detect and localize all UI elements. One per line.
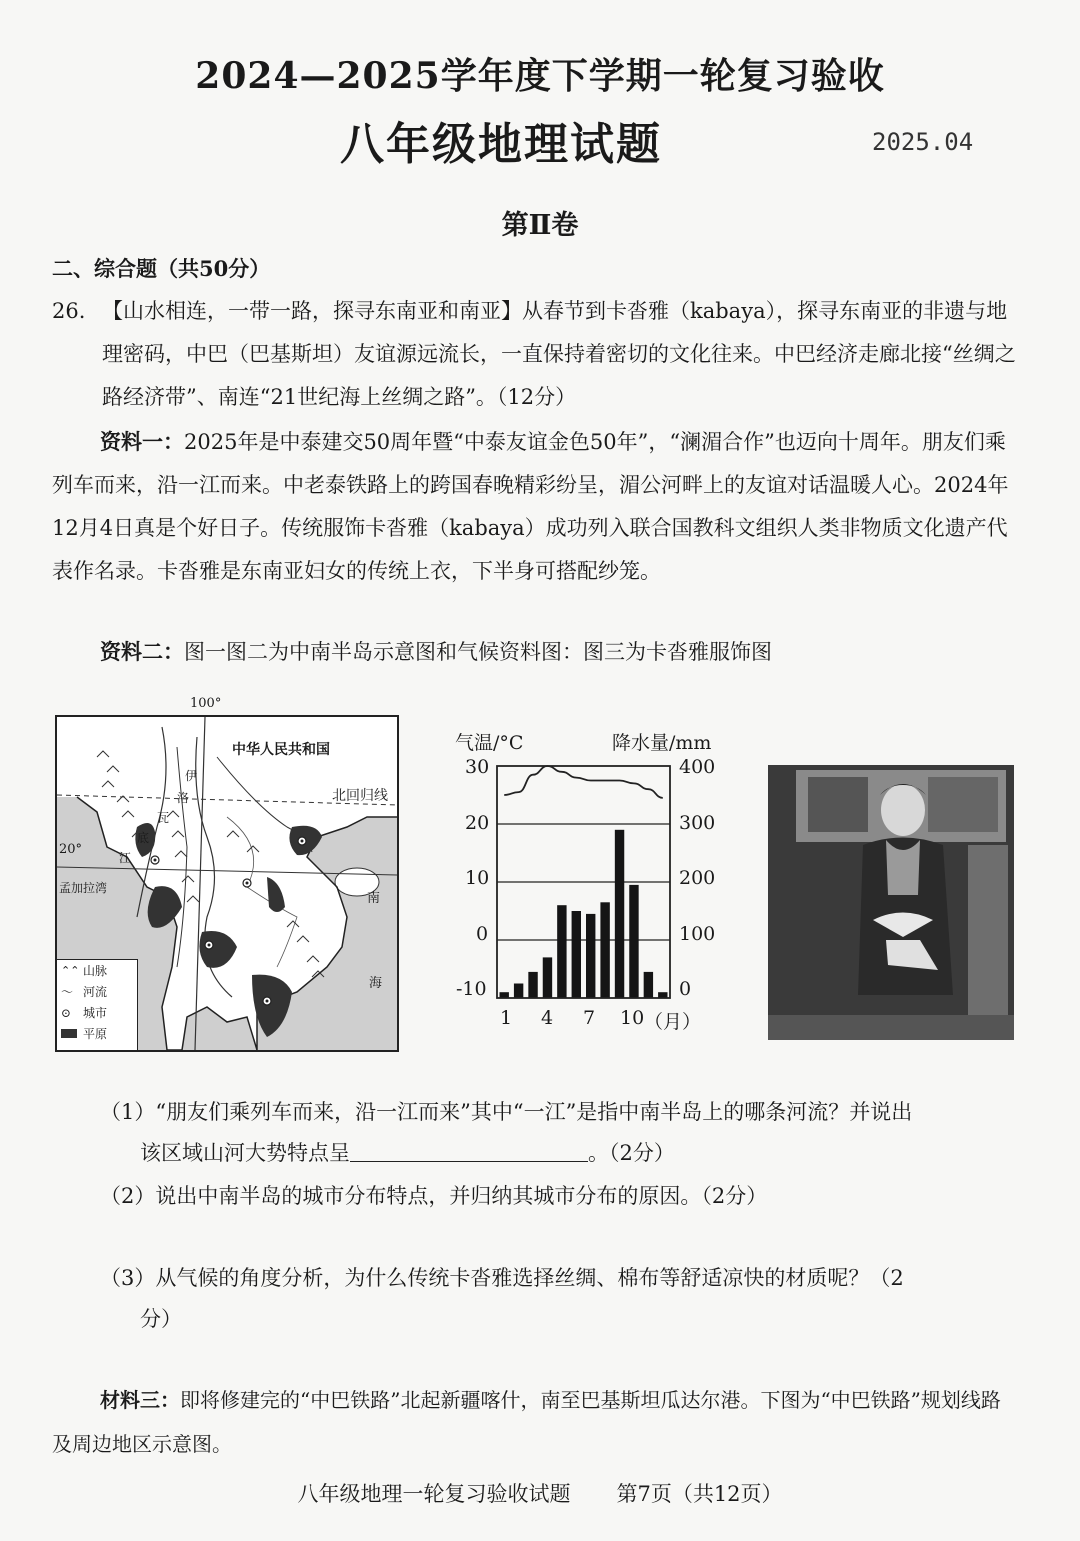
exam-title-line2: 八年级地理试题 [340, 119, 662, 170]
sea-label-1: 南 [367, 891, 381, 906]
y-tick: -10 [456, 978, 487, 1000]
kabaya-photo [768, 765, 1014, 1040]
question-26-intro [52, 290, 1022, 419]
y2-tick: 100 [679, 923, 716, 945]
parallel-label: 20° [59, 842, 83, 857]
river-label-1: 伊 [185, 769, 198, 783]
climate-chart [490, 760, 680, 1005]
legend-item-river: 〜 河流 [61, 985, 108, 999]
footer-page-number: 第7页（共12页） [616, 1482, 783, 1506]
material-3-lead: 材料三： [100, 1388, 180, 1412]
x-tick: 4 [541, 1007, 554, 1029]
precipitation-bars [500, 830, 668, 998]
footer-exam-name: 八年级地理一轮复习验收试题 [297, 1482, 571, 1506]
section-heading: 二、综合题（共50分） [52, 256, 271, 281]
material-2 [100, 636, 772, 666]
y-tick: 20 [465, 812, 490, 834]
bay-label: 孟加拉湾 [59, 881, 108, 895]
river-label-2: 洛 [177, 791, 190, 805]
legend-item-city: ⊙ 城市 [61, 1005, 108, 1020]
y2-tick: 400 [679, 756, 716, 778]
x-tick: 7 [583, 1007, 596, 1029]
precip-axis-label: 降水量/mm [612, 732, 712, 754]
question-26-text: 【山水相连，一带一路，探寻东南亚和南亚】从春节到卡沓雅（kabaya），探寻东南亚的非遗与地理密码，中巴（巴基斯坦）友谊源远流长，一直保持着密切的文化往来。中巴经济走廊北接“丝绸之路经济带”、南连“21世纪海上丝绸之路”。（12分） [102, 299, 1016, 409]
material-2-text: 图一图二为中南半岛示意图和气候资料图：图三为卡沓雅服饰图 [184, 640, 772, 664]
material-1-lead: 资料一： [100, 429, 184, 454]
legend-item-mountain: ⌃⌃ 山脉 [61, 964, 108, 978]
city-icon: ⊙ [61, 1005, 72, 1020]
river-label-4: 底 [137, 831, 150, 845]
y-tick: 10 [465, 867, 490, 889]
country-label: 中华人民共和国 [232, 742, 330, 758]
material-1 [52, 420, 1017, 593]
material-3 [52, 1378, 1017, 1466]
material-3-text: 即将修建完的“中巴铁路”北起新疆喀什，南至巴基斯坦瓜达尔港。下图为“中巴铁路”规划线路及周边地区示意图。 [52, 1388, 1001, 1456]
tropic-label: 北回归线 [332, 788, 388, 804]
plain-icon [61, 1029, 77, 1038]
x-tick: 10 [620, 1007, 645, 1029]
mountain-icon: ⌃⌃ [61, 964, 80, 977]
exam-title-line1: 2024—2025学年度下学期一轮复习验收 [195, 55, 885, 97]
volume-label: 第Ⅱ卷 [501, 210, 579, 241]
exam-date: 2025.04 [872, 128, 974, 156]
y-tick: 30 [465, 756, 490, 778]
y-tick: 0 [476, 923, 489, 945]
question-number: 26. [52, 299, 86, 323]
map-legend [57, 959, 138, 1051]
sub-question-2: （2）说出中南半岛的城市分布特点，并归纳其城市分布的原因。（2分） [100, 1184, 768, 1208]
answer-blank[interactable] [350, 1139, 588, 1162]
x-tick: 1 [500, 1007, 513, 1029]
material-2-lead: 资料二： [100, 639, 184, 664]
y2-tick: 0 [679, 978, 692, 1000]
indochina-map [55, 715, 399, 1052]
sea-label-2: 海 [369, 976, 383, 991]
river-icon: 〜 [61, 985, 74, 999]
kabaya-figure-illustration [768, 765, 1014, 1040]
legend-item-plain: 平原 [57, 1023, 137, 1044]
sub-question-3: （3）从气候的角度分析，为什么传统卡沓雅选择丝绸、棉布等舒适凉快的材质呢？（2 分） [100, 1266, 904, 1331]
x-axis-unit: （月） [644, 1011, 702, 1033]
sub-question-1: （1）“朋友们乘列车而来，沿一江而来”其中“一江”是指中南半岛上的哪条河流？并说出 该区域山河大势特点呈 。（2分） [100, 1100, 913, 1165]
river-label-5: 江 [119, 851, 132, 865]
temperature-line [504, 766, 663, 798]
material-1-text: 2025年是中泰建交50周年暨“中泰友谊金色50年”，“澜湄合作”也迈向十周年。朋友们乘列车而来，沿一江而来。中老泰铁路上的跨国春晚精彩纷呈，湄公河畔上的友谊对话温暖人心。2024年12月4日真是个好日子。传统服饰卡沓雅（kabaya）成功列入联合国教科文组织人类非物质文化遗产代表作名录。卡沓雅是东南亚妇女的传统上衣，下半身可搭配纱笼。 [52, 430, 1009, 583]
y2-tick: 300 [679, 812, 716, 834]
chart-grid [497, 824, 670, 940]
y2-tick: 200 [679, 867, 716, 889]
page-footer [0, 1478, 1080, 1508]
meridian-label: 100° [190, 696, 222, 711]
temp-axis-label: 气温/°C [455, 732, 524, 754]
river-label-3: 瓦 [157, 811, 170, 825]
